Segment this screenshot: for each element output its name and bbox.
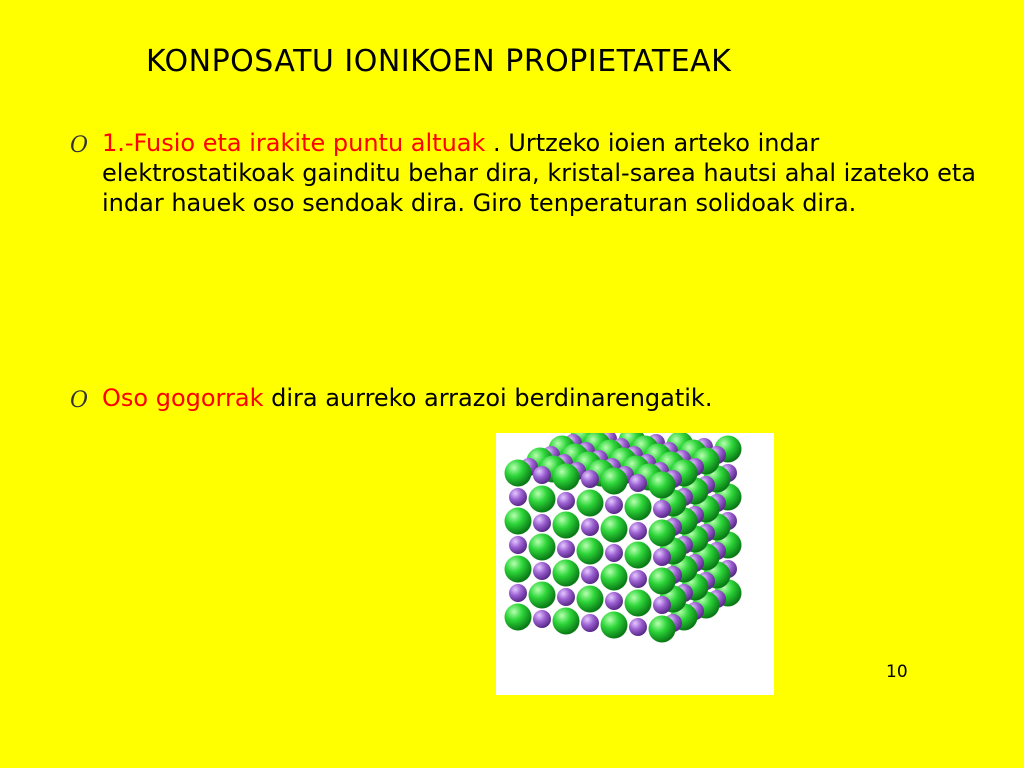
- sodium-ion: [557, 588, 575, 606]
- sodium-ion: [509, 536, 527, 554]
- sodium-ion: [509, 584, 527, 602]
- chloride-ion: [649, 520, 676, 547]
- sodium-ion: [581, 566, 599, 584]
- sodium-ion: [605, 592, 623, 610]
- sodium-ion: [509, 488, 527, 506]
- sodium-ion: [533, 466, 551, 484]
- sodium-ion: [533, 514, 551, 532]
- bullet-highlight: 1.-Fusio eta irakite puntu altuak: [102, 129, 486, 157]
- chloride-ion: [553, 464, 580, 491]
- bullet-item-2: [70, 383, 980, 413]
- sodium-ion: [629, 618, 647, 636]
- sodium-ion: [629, 570, 647, 588]
- sodium-ion: [557, 492, 575, 510]
- chloride-ion: [601, 564, 628, 591]
- sodium-ion: [605, 544, 623, 562]
- sodium-ion: [629, 474, 647, 492]
- sodium-ion: [581, 614, 599, 632]
- sodium-ion: [653, 548, 671, 566]
- bullet-rest: dira aurreko arrazoi berdinarengatik.: [263, 384, 713, 412]
- chloride-ion: [601, 516, 628, 543]
- crystal-lattice-icon: [496, 433, 774, 695]
- sodium-ion: [653, 500, 671, 518]
- chloride-ion: [601, 468, 628, 495]
- sodium-ion: [629, 522, 647, 540]
- slide-title: KONPOSATU IONIKOEN PROPIETATEAK: [146, 44, 732, 79]
- chloride-ion: [649, 616, 676, 643]
- sodium-ion: [581, 518, 599, 536]
- page-number: 10: [886, 662, 908, 682]
- bullet-highlight: Oso gogorrak: [102, 384, 264, 412]
- bullet-item-1: [70, 128, 980, 218]
- chloride-ion: [505, 556, 532, 583]
- chloride-ion: [601, 612, 628, 639]
- chloride-ion: [529, 534, 556, 561]
- chloride-ion: [625, 494, 652, 521]
- sodium-ion: [557, 540, 575, 558]
- sodium-ion: [533, 610, 551, 628]
- chloride-ion: [505, 508, 532, 535]
- chloride-ion: [649, 568, 676, 595]
- chloride-ion: [529, 582, 556, 609]
- sodium-ion: [581, 470, 599, 488]
- sodium-ion: [653, 596, 671, 614]
- bullet-text: [102, 383, 980, 413]
- chloride-ion: [553, 512, 580, 539]
- chloride-ion: [577, 538, 604, 565]
- sodium-ion: [605, 496, 623, 514]
- chloride-ion: [505, 460, 532, 487]
- bullet-text: [102, 128, 980, 218]
- chloride-ion: [577, 490, 604, 517]
- chloride-ion: [553, 608, 580, 635]
- crystal-lattice-image: [496, 433, 774, 695]
- chloride-ion: [505, 604, 532, 631]
- bullet-marker: O: [70, 133, 89, 158]
- chloride-ion: [649, 472, 676, 499]
- bullet-rest: . Urtzeko ioien arteko indar elektrostatikoak gainditu behar dira, kristal-sarea hautsi ahal izateko eta indar hauek oso sendoak dira. Giro tenperaturan solidoak dira.: [102, 129, 976, 217]
- chloride-ion: [625, 542, 652, 569]
- chloride-ion: [553, 560, 580, 587]
- bullet-marker: O: [70, 388, 89, 413]
- sodium-ion: [533, 562, 551, 580]
- chloride-ion: [577, 586, 604, 613]
- chloride-ion: [625, 590, 652, 617]
- chloride-ion: [529, 486, 556, 513]
